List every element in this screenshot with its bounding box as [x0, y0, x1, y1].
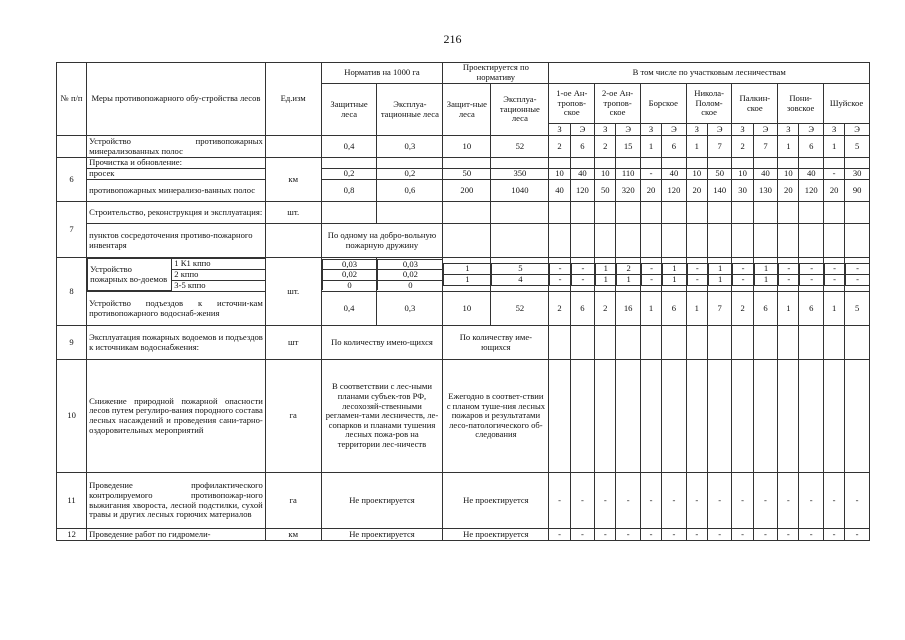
forest-cell: 20: [686, 180, 707, 202]
forest-cell: -: [550, 264, 570, 275]
header-row: [57, 63, 870, 84]
header-e: Э: [662, 124, 687, 136]
header-z: З: [595, 124, 616, 136]
table-row: [57, 136, 870, 158]
forest-cell: 6: [662, 136, 687, 158]
forest-cell: 2: [595, 292, 616, 326]
forest-cell: 50: [707, 169, 732, 180]
forest-cell: -: [595, 473, 616, 529]
header-norm: Норматив на 1000 га: [321, 63, 443, 84]
value-cell: 0,03: [378, 259, 442, 270]
value-cell: 10: [443, 136, 491, 158]
forest-cell: -: [549, 529, 570, 541]
header-by-forestry: В том числе по участковым лесничествам: [549, 63, 870, 84]
header-measures: Меры противопожарного обу-стройства лесов: [87, 63, 266, 136]
proj-note: По количеству име-ющихся: [443, 326, 549, 360]
forest-cell: 320: [616, 180, 641, 202]
forest-cell: -: [550, 275, 570, 286]
forest-cell: 2: [595, 136, 616, 158]
table-row: [57, 360, 870, 473]
forest-cell: 6: [662, 292, 687, 326]
value-cell: 0,02: [322, 270, 376, 281]
forest-cell: 1: [640, 292, 661, 326]
forest-cell: 1: [708, 275, 731, 286]
forest-cell: -: [707, 473, 732, 529]
norm-note: По количеству имею-щихся: [321, 326, 443, 360]
header-forestry: 2-ое Ан-тропов-ское: [595, 84, 641, 124]
forest-cell: -: [640, 473, 661, 529]
forest-cell: 40: [570, 169, 595, 180]
forest-cell: 6: [753, 292, 778, 326]
forest-cell: -: [846, 275, 869, 286]
measure-cell: противопожарных минерализо-ванных полос: [87, 180, 266, 202]
forest-cell: -: [640, 529, 661, 541]
forest-cell: 1: [596, 264, 616, 275]
row-num: 9: [57, 326, 87, 360]
value-cell: 1: [444, 275, 491, 286]
value-cell: 10: [443, 292, 491, 326]
forest-cell: [571, 285, 594, 286]
forest-cell: 7: [707, 292, 732, 326]
header-forestry: Борское: [640, 84, 686, 124]
forest-cell: -: [640, 169, 661, 180]
forest-cell: 130: [753, 180, 778, 202]
header-z: З: [549, 124, 570, 136]
forest-cell: -: [824, 529, 845, 541]
forest-cell: 40: [799, 169, 824, 180]
forest-cell: 1: [754, 275, 777, 286]
forest-cell: -: [845, 473, 870, 529]
forest-cell: [846, 285, 869, 286]
value-cell: 0,2: [321, 169, 377, 180]
table-row: [57, 292, 870, 326]
forest-cell: -: [662, 529, 687, 541]
forest-cell: [754, 285, 777, 286]
measure-cell: пунктов сосредоточения противо-пожарного инвентаря: [87, 224, 266, 258]
forest-cell: -: [549, 473, 570, 529]
value-cell: 0,3: [377, 136, 443, 158]
value-cell: 0,03: [322, 259, 376, 270]
forest-cell: 20: [640, 180, 661, 202]
sub-measure: 3-5 кппо: [172, 280, 265, 290]
measure-cell: Снижение природной пожарной опасности лесов путем регулиро-вания породного состава лесных насаждений и проведения сани-тарно-оздоровительных мероприятий: [87, 360, 266, 473]
fire-prevention-table: [56, 62, 870, 541]
forest-cell: -: [707, 529, 732, 541]
forest-cell: -: [732, 473, 753, 529]
value-cell: 350: [491, 169, 549, 180]
forest-cell: 5: [845, 136, 870, 158]
forest-cell: 30: [845, 169, 870, 180]
forest-cell: 7: [707, 136, 732, 158]
value-cell: 50: [443, 169, 491, 180]
header-z: З: [686, 124, 707, 136]
forest-cell: -: [570, 529, 595, 541]
forest-cell: 2: [549, 136, 570, 158]
forest-cell: -: [570, 473, 595, 529]
forest-cell: [825, 285, 845, 286]
forest-cell: -: [845, 529, 870, 541]
forest-cell: -: [641, 264, 661, 275]
forest-cell: -: [733, 264, 753, 275]
forest-cell: 20: [824, 180, 845, 202]
measure-cell: Устройство противопожарных минерализованных полос: [87, 136, 266, 158]
header-e: Э: [570, 124, 595, 136]
forest-cell: 15: [616, 136, 641, 158]
forest-cell: 10: [595, 169, 616, 180]
header-forestry: Пони-зовское: [778, 84, 824, 124]
forest-cell: 110: [616, 169, 641, 180]
value-cell: 0,02: [378, 270, 442, 281]
header-exploitation: Эксплуа-тационные леса: [491, 84, 549, 136]
forest-cell: [596, 285, 616, 286]
row-num: 7: [57, 202, 87, 258]
header-z: З: [778, 124, 799, 136]
forest-cell: 90: [845, 180, 870, 202]
header-e: Э: [753, 124, 778, 136]
forest-cell: 1: [663, 275, 686, 286]
forest-cell: 1: [708, 264, 731, 275]
forest-cell: 2: [732, 292, 753, 326]
table-row: [57, 258, 870, 292]
value-cell: 0,2: [377, 169, 443, 180]
proj-note: Ежегодно в соответ-ствии с планом туше-ния лесных пожаров и результатами лесо-патологического об-следования: [443, 360, 549, 473]
forest-cell: [779, 285, 799, 286]
unit-cell: шт: [265, 326, 321, 360]
forest-cell: 1: [686, 292, 707, 326]
forest-cell: -: [824, 169, 845, 180]
row-num: 10: [57, 360, 87, 473]
forest-cell: -: [799, 529, 824, 541]
forest-cell: 40: [549, 180, 570, 202]
header-num: № п/п: [57, 63, 87, 136]
unit-cell: шт.: [265, 202, 321, 224]
forest-cell: 6: [570, 292, 595, 326]
sub-measure: 1 К1 кппо: [172, 259, 265, 270]
forest-cell: 1: [663, 264, 686, 275]
forest-cell: -: [733, 275, 753, 286]
table-row: [57, 180, 870, 202]
forest-cell: 1: [640, 136, 661, 158]
forest-cell: 7: [753, 136, 778, 158]
forest-cell: 6: [799, 136, 824, 158]
forest-cell: 6: [799, 292, 824, 326]
forest-cell: -: [800, 264, 823, 275]
header-z: З: [824, 124, 845, 136]
forest-cell: 1: [617, 275, 640, 286]
forest-cell: [617, 285, 640, 286]
forest-cell: 10: [549, 169, 570, 180]
value-cell: [492, 285, 549, 286]
value-cell: [444, 285, 491, 286]
forest-cell: 1: [824, 136, 845, 158]
forest-cell: 2: [732, 136, 753, 158]
norm-note: В соответствии с лес-ными планами субъек-тов РФ, лесохозяй-ственными регламен-тами лесничеств, ле-сопарков и планами тушения лесных пожа-ров на территории лес-ничеств: [321, 360, 443, 473]
forest-cell: 20: [778, 180, 799, 202]
header-forestry: Палкин-ское: [732, 84, 778, 124]
forest-cell: 40: [662, 169, 687, 180]
header-e: Э: [616, 124, 641, 136]
norm-note: Не проектируется: [321, 473, 443, 529]
forest-cell: -: [799, 473, 824, 529]
table-row: [57, 158, 870, 169]
forest-cell: 2: [617, 264, 640, 275]
row-num: [57, 136, 87, 158]
value-cell: 200: [443, 180, 491, 202]
measure-cell: Эксплуатация пожарных водоемов и подъездов к источникам водоснабжения:: [87, 326, 266, 360]
header-e: Э: [799, 124, 824, 136]
table-row: [57, 473, 870, 529]
forest-cell: -: [753, 473, 778, 529]
table-row: [57, 169, 870, 180]
table-row: [57, 529, 870, 541]
forest-cell: 1: [686, 136, 707, 158]
forest-cell: 5: [845, 292, 870, 326]
value-cell: 0,8: [321, 180, 377, 202]
forest-cell: -: [825, 264, 845, 275]
forest-cell: 50: [595, 180, 616, 202]
forest-cell: -: [662, 473, 687, 529]
value-cell: 0,6: [377, 180, 443, 202]
value-cell: 0,4: [321, 292, 377, 326]
forest-cell: -: [616, 529, 641, 541]
measure-cell: Прочистка и обновление:: [87, 158, 266, 169]
unit-cell: км: [265, 529, 321, 541]
table-row: [57, 224, 870, 258]
forest-cell: 40: [753, 169, 778, 180]
forest-cell: 120: [799, 180, 824, 202]
forest-cell: [687, 285, 707, 286]
header-e: Э: [845, 124, 870, 136]
value-cell: 0: [378, 280, 442, 290]
forest-cell: -: [687, 275, 707, 286]
row-num: 8: [57, 258, 87, 326]
forest-cell: -: [571, 264, 594, 275]
unit-cell: га: [265, 360, 321, 473]
unit-cell: км: [265, 158, 321, 202]
forest-cell: 10: [732, 169, 753, 180]
table-row: [57, 202, 870, 224]
header-z: З: [732, 124, 753, 136]
forest-cell: 1: [754, 264, 777, 275]
forest-cell: -: [687, 264, 707, 275]
value-cell: 0,3: [377, 292, 443, 326]
forest-cell: -: [616, 473, 641, 529]
sub-measure: 2 кппо: [172, 269, 265, 280]
header-z: З: [640, 124, 661, 136]
value-cell: 0,4: [321, 136, 377, 158]
proj-note: Не проектируется: [443, 529, 549, 541]
forest-cell: [663, 285, 686, 286]
value-cell: 0: [322, 280, 376, 290]
measure-cell: [87, 258, 266, 292]
header-forestry: 1-ое Ан-тропов-ское: [549, 84, 595, 124]
forest-cell: 120: [662, 180, 687, 202]
header-proj: Проектируется по нормативу: [443, 63, 549, 84]
row-num: 6: [57, 158, 87, 202]
unit-cell: шт.: [265, 258, 321, 326]
forest-cell: -: [800, 275, 823, 286]
forest-cell: 1: [778, 136, 799, 158]
forest-cell: -: [778, 529, 799, 541]
header-unit: Ед.изм: [265, 63, 321, 136]
forest-cell: -: [824, 473, 845, 529]
forest-cell: 2: [549, 292, 570, 326]
forest-cell: -: [595, 529, 616, 541]
pond-group-label: Устройство пожарных во-доемов: [88, 259, 172, 290]
forest-cell: 1: [596, 275, 616, 286]
row-num: 12: [57, 529, 87, 541]
forest-cell: [641, 285, 661, 286]
forest-cell: -: [778, 473, 799, 529]
forest-cell: 16: [616, 292, 641, 326]
header-protective: Защит-ные леса: [443, 84, 491, 136]
measure-cell: Строительство, реконструкция и эксплуатация:: [87, 202, 266, 224]
table-row: [57, 326, 870, 360]
forest-cell: -: [825, 275, 845, 286]
forest-cell: 6: [570, 136, 595, 158]
forest-cell: 10: [778, 169, 799, 180]
measure-cell: Проведение работ по гидромели-: [87, 529, 266, 541]
forest-cell: [800, 285, 823, 286]
forest-cell: 10: [686, 169, 707, 180]
header-exploitation: Эксплуа-тационные леса: [377, 84, 443, 136]
forest-cell: -: [686, 529, 707, 541]
value-cell: 1040: [491, 180, 549, 202]
value-cell: 4: [492, 275, 549, 286]
forest-cell: 120: [570, 180, 595, 202]
page-number: 216: [443, 32, 462, 46]
forest-cell: [550, 285, 570, 286]
value-cell: 52: [491, 292, 549, 326]
forest-cell: -: [753, 529, 778, 541]
forest-cell: 1: [778, 292, 799, 326]
forest-cell: [708, 285, 731, 286]
measure-cell: Устройство подъездов к источни-кам противопожарного водоснаб-жения: [87, 292, 266, 326]
header-forestry: Шуйское: [824, 84, 870, 124]
header-e: Э: [707, 124, 732, 136]
forest-cell: 30: [732, 180, 753, 202]
measure-cell: просек: [87, 169, 266, 180]
proj-note: Не проектируется: [443, 473, 549, 529]
row-num: 11: [57, 473, 87, 529]
value-cell: 5: [492, 264, 549, 275]
value-cell: 52: [491, 136, 549, 158]
forest-cell: 1: [824, 292, 845, 326]
measure-cell: Проведение профилактического контролируемого противопожар-ного выжигания хвороста, лесной подстилки, сухой травы и других лесных горючих материалов: [87, 473, 266, 529]
norm-note: По одному на добро-вольную пожарную дружину: [321, 224, 443, 258]
unit-cell: [265, 136, 321, 158]
forest-cell: -: [732, 529, 753, 541]
header-forestry: Никола-Полом-ское: [686, 84, 732, 124]
forest-cell: -: [686, 473, 707, 529]
forest-cell: [733, 285, 753, 286]
header-protective: Защитные леса: [321, 84, 377, 136]
forest-cell: -: [846, 264, 869, 275]
forest-cell: -: [571, 275, 594, 286]
value-cell: 1: [444, 264, 491, 275]
forest-cell: -: [641, 275, 661, 286]
unit-cell: га: [265, 473, 321, 529]
norm-note: Не проектируется: [321, 529, 443, 541]
forest-cell: 140: [707, 180, 732, 202]
forest-cell: -: [779, 275, 799, 286]
forest-cell: -: [779, 264, 799, 275]
